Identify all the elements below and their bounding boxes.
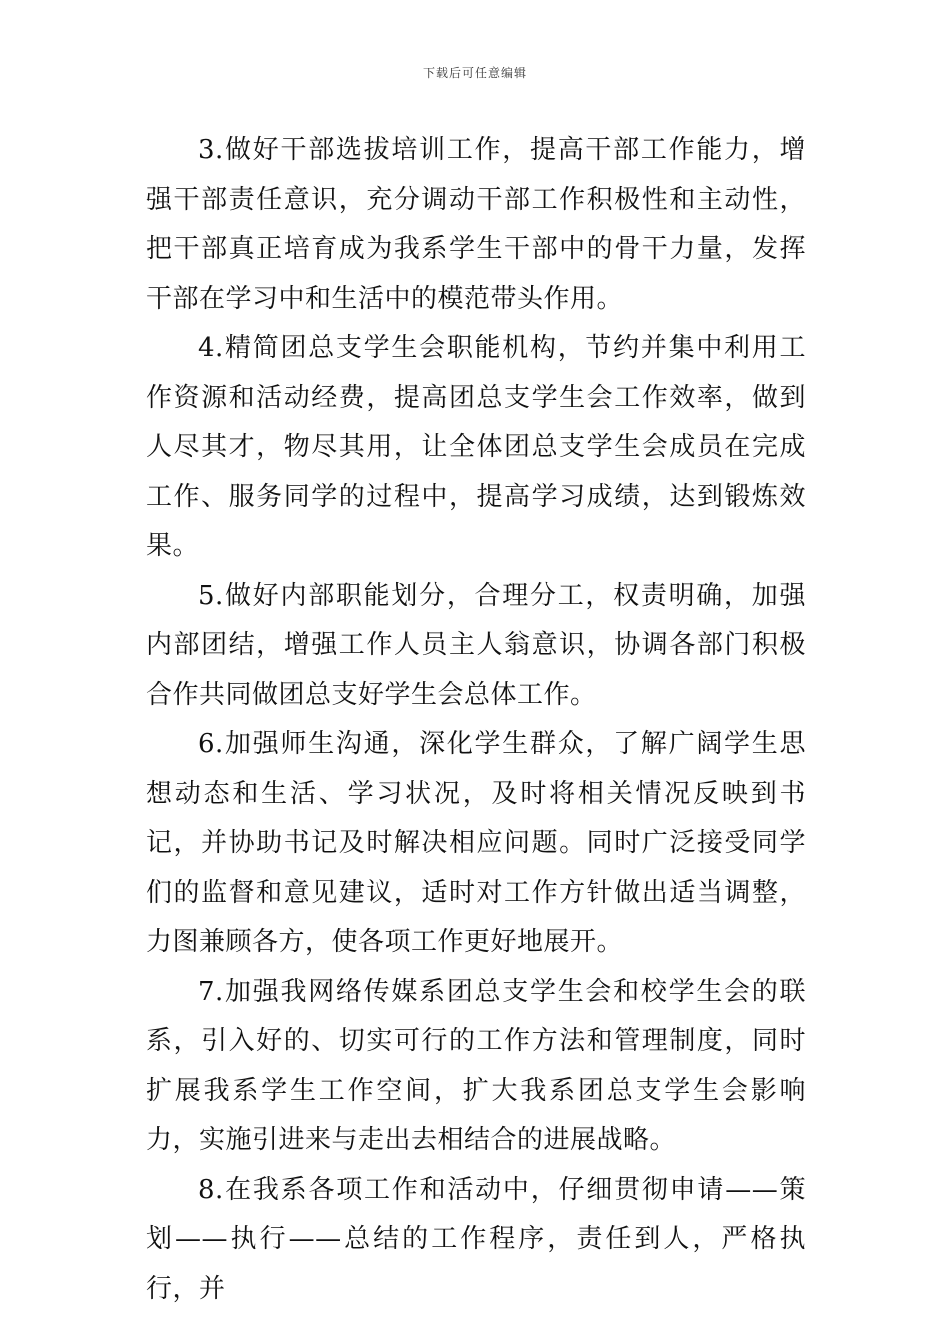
paragraph-item-5: 5.做好内部职能划分，合理分工，权责明确，加强内部团结，增强工作人员主人翁意识，协调各部门积极合作共同做团总支好学生会总体工作。 <box>146 580 806 710</box>
paragraph-item-6: 6.加强师生沟通，深化学生群众，了解广阔学生思想动态和生活、学习状况，及时将相关情况反映到书记，并协助书记及时解决相应问题。同时广泛接受同学们的监督和意见建议，适时对工作方针做出适当调整，力图兼顾各方，使各项工作更好地展开。 <box>146 729 806 957</box>
paragraph-item-7: 7.加强我网络传媒系团总支学生会和校学生会的联系，引入好的、切实可行的工作方法和管理制度，同时扩展我系学生工作空间，扩大我系团总支学生会影响力，实施引进来与走出去相结合的进展战略。 <box>146 976 806 1155</box>
paragraph-item-8: 8.在我系各项工作和活动中，仔细贯彻申请——策划——执行——总结的工作程序，责任到人，严格执行，并 <box>146 1174 806 1304</box>
paragraph-item-4: 4.精简团总支学生会职能机构，节约并集中利用工作资源和活动经费，提高团总支学生会工作效率，做到人尽其才，物尽其用，让全体团总支学生会成员在完成工作、服务同学的过程中，提高学习成绩，达到锻炼效果。 <box>146 333 806 561</box>
document-body <box>146 126 806 1314</box>
page-header-note: 下载后可任意编辑 <box>422 66 527 80</box>
paragraph-item-3: 3.做好干部选拔培训工作，提高干部工作能力，增强干部责任意识，充分调动干部工作积极性和主动性，把干部真正培育成为我系学生干部中的骨干力量，发挥干部在学习中和生活中的模范带头作用。 <box>146 135 806 314</box>
